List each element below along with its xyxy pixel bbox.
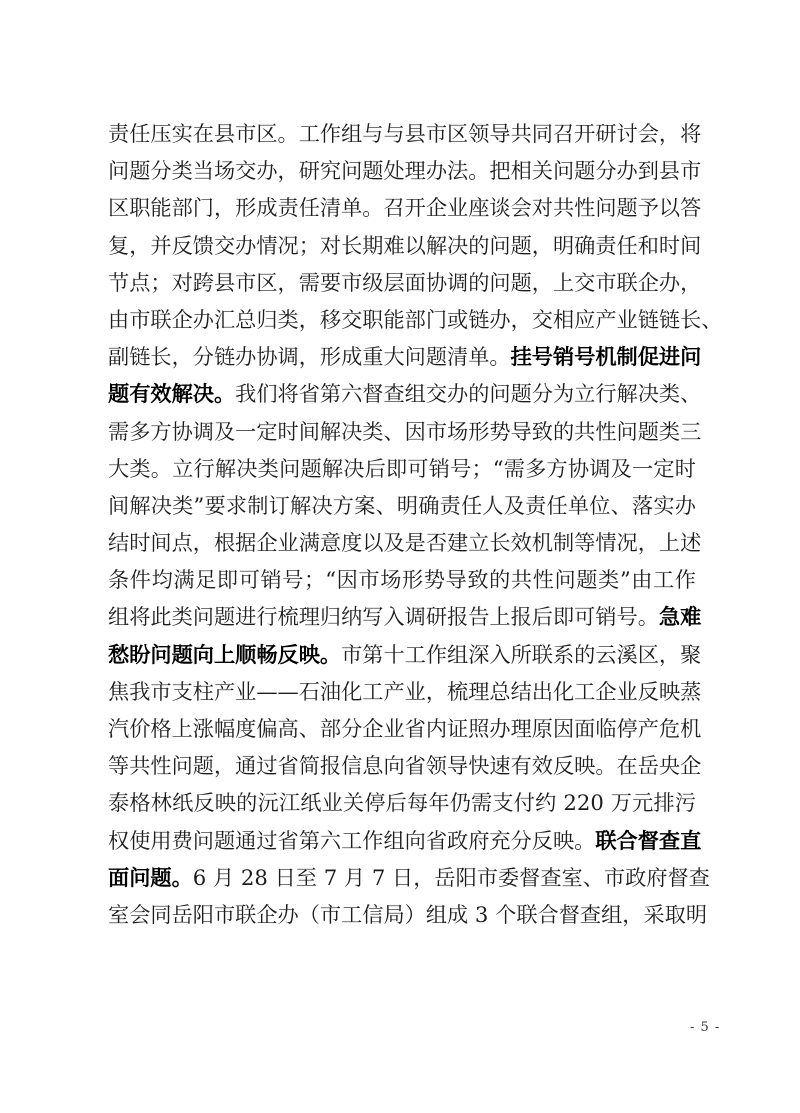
bold-heading-segment: 联合督查直 <box>595 827 702 853</box>
text-segment: 我们将省第六督查组交办的问题分为立行解决类、 <box>235 381 702 407</box>
text-line <box>108 375 702 412</box>
text-segment: 结时间点，根据企业满意度以及是否建立长效机制等情况，上述 <box>108 530 702 556</box>
text-segment: 问题分类当场交办，研究问题处理办法。把相关问题分办到县市 <box>108 158 702 184</box>
text-segment: 汽价格上涨幅度偏高、部分企业省内证照办理原因面临停产危机 <box>108 716 702 741</box>
text-segment: 等共性问题，通过省简报信息向省领导快速有效反映。在岳央企 <box>108 753 702 779</box>
text-line <box>108 152 702 189</box>
text-line <box>108 264 702 301</box>
text-segment: 室会同岳阳市联企办（市工信局）组成 3 个联合督查组，采取明 <box>108 901 708 927</box>
bold-heading-segment: 面问题。 <box>108 864 193 890</box>
text-segment: 复，并反馈交办情况；对长期难以解决的问题，明确责任和时间 <box>108 232 702 258</box>
text-segment: 泰格林纸反映的沅江纸业关停后每年仍需支付约 220 万元排污 <box>108 790 696 816</box>
text-line <box>108 338 702 375</box>
text-line <box>108 227 702 264</box>
page-number: - 5 - <box>690 1020 721 1035</box>
text-line <box>108 524 702 561</box>
text-line <box>108 115 702 152</box>
text-segment: 市第十工作组深入所联系的云溪区，聚 <box>341 641 702 667</box>
text-line <box>108 561 696 598</box>
text-line <box>108 598 702 635</box>
text-segment: 责任压实在县市区。工作组与与县市区领导共同召开研讨会，将 <box>108 121 702 146</box>
body-text <box>108 115 723 933</box>
text-line <box>108 896 708 933</box>
text-line <box>108 673 702 710</box>
text-segment: 区职能部门，形成责任清单。召开企业座谈会对共性问题予以答 <box>108 195 702 221</box>
text-segment: 权使用费问题通过省第六工作组向省政府充分反映。 <box>108 827 596 853</box>
text-segment: 间解决类”要求制订解决方案、明确责任人及责任单位、落实办 <box>108 492 696 518</box>
text-line <box>108 189 702 226</box>
text-line <box>108 413 702 450</box>
text-segment: 节点；对跨县市区，需要市级层面协调的问题，上交市联企办， <box>108 269 702 295</box>
bold-heading-segment: 挂号销号机制促进问 <box>510 344 702 370</box>
text-segment: 焦我市支柱产业——石油化工产业，梳理总结出化工企业反映蒸 <box>108 678 702 704</box>
text-line <box>108 710 702 747</box>
bold-heading-segment: 急难 <box>658 604 702 630</box>
bold-heading-segment: 题有效解决。 <box>108 381 236 407</box>
text-line <box>108 859 710 896</box>
text-line <box>108 487 696 524</box>
text-segment: 由市联企办汇总归类，移交职能部门或链办，交相应产业链链长、 <box>108 306 723 332</box>
text-segment: 6 月 28 日至 7 月 7 日，岳阳市委督查室、市政府督查 <box>192 864 710 890</box>
text-segment: 需多方协调及一定时间解决类、因市场形势导致的共性问题类三 <box>108 418 702 444</box>
text-line <box>108 784 696 821</box>
text-line <box>108 822 702 859</box>
text-segment: 组将此类问题进行梳理归纳写入调研报告上报后即可销号。 <box>108 604 659 630</box>
text-line <box>108 450 696 487</box>
text-segment: 副链长，分链办协调，形成重大问题清单。 <box>108 344 511 370</box>
text-line <box>108 301 723 338</box>
text-line <box>108 636 702 673</box>
text-segment: 大类。立行解决类问题解决后即可销号；“需多方协调及一定时 <box>108 455 696 481</box>
bold-heading-segment: 愁盼问题向上顺畅反映。 <box>108 641 342 667</box>
text-segment: 条件均满足即可销号；“因市场形势导致的共性问题类”由工作 <box>108 567 696 593</box>
text-line <box>108 747 702 784</box>
